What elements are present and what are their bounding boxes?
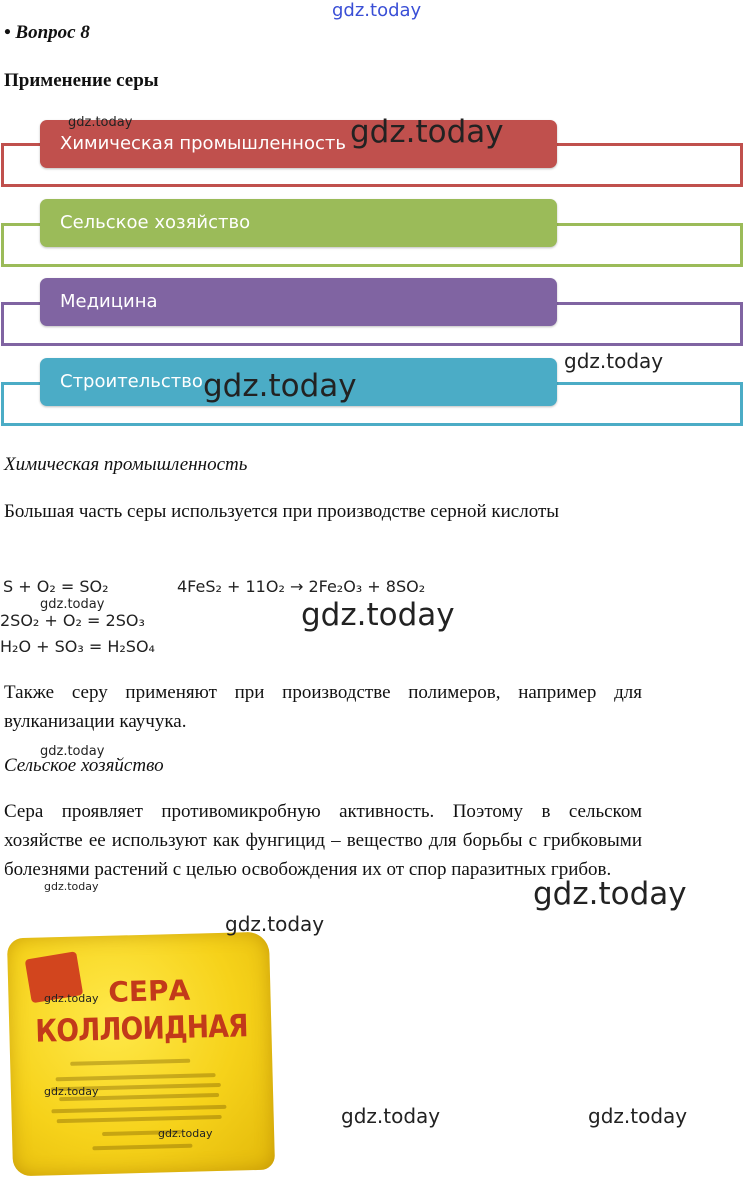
package-title-line2: КОЛЛОИДНАЯ — [34, 1008, 249, 1050]
equation-4: H₂O + SO₃ = H₂SO₄ — [0, 637, 155, 656]
section-heading-chemical: Химическая промышленность — [4, 454, 248, 475]
question-number: • Вопрос 8 — [4, 22, 90, 43]
section-heading-agriculture: Сельское хозяйство — [4, 755, 164, 776]
diagram-item-agriculture: Сельское хозяйство — [40, 199, 557, 247]
watermark: gdz.today — [68, 115, 133, 130]
paragraph-sulfuric-acid: Большая часть серы используется при производстве серной кислоты — [4, 501, 560, 522]
watermark: gdz.today — [341, 1104, 441, 1128]
package-fine-print — [51, 1105, 226, 1114]
watermark-top: gdz.today — [332, 0, 422, 21]
watermark: gdz.today — [40, 597, 105, 612]
page-title: Применение серы — [4, 70, 159, 91]
watermark: gdz.today — [564, 349, 664, 373]
package-fine-print — [92, 1144, 192, 1151]
equation-3: 2SO₂ + O₂ = 2SO₃ — [0, 611, 145, 630]
watermark: gdz.today — [44, 880, 99, 893]
watermark: gdz.today — [588, 1104, 688, 1128]
diagram-item-medicine: Медицина — [40, 278, 557, 326]
paragraph-polymers: Также серу применяют при производстве полимеров, например для вулканизации каучука. — [4, 682, 642, 732]
watermark: gdz.today — [40, 744, 105, 759]
package-fine-print — [56, 1073, 216, 1081]
paragraph-fungicide: Сера проявляет противомикробную активность. Поэтому в сельском хозяйстве ее используют как фунгицид – вещество для борьбы с грибковыми болезнями растений с целью освобождения их от спор паразитных грибов. — [4, 801, 642, 880]
watermark: gdz.today — [203, 368, 357, 404]
watermark: gdz.today — [44, 992, 99, 1005]
watermark: gdz.today — [225, 912, 325, 936]
equation-1: S + O₂ = SO₂ — [3, 577, 109, 596]
diagram-item-chemical-industry: Химическая промышленность — [40, 120, 557, 168]
watermark: gdz.today — [44, 1085, 99, 1098]
package-fine-print — [70, 1059, 190, 1066]
package-fine-print — [57, 1115, 222, 1123]
equation-2: 4FeS₂ + 11O₂ → 2Fe₂O₃ + 8SO₂ — [177, 577, 426, 596]
diagram-item-construction: Строительство — [40, 358, 557, 406]
package-title-line1: СЕРА — [107, 973, 191, 1009]
watermark: gdz.today — [533, 876, 687, 912]
colloidal-sulfur-package-image — [7, 932, 275, 1177]
watermark: gdz.today — [350, 114, 504, 150]
watermark: gdz.today — [158, 1127, 213, 1140]
watermark: gdz.today — [301, 597, 455, 633]
